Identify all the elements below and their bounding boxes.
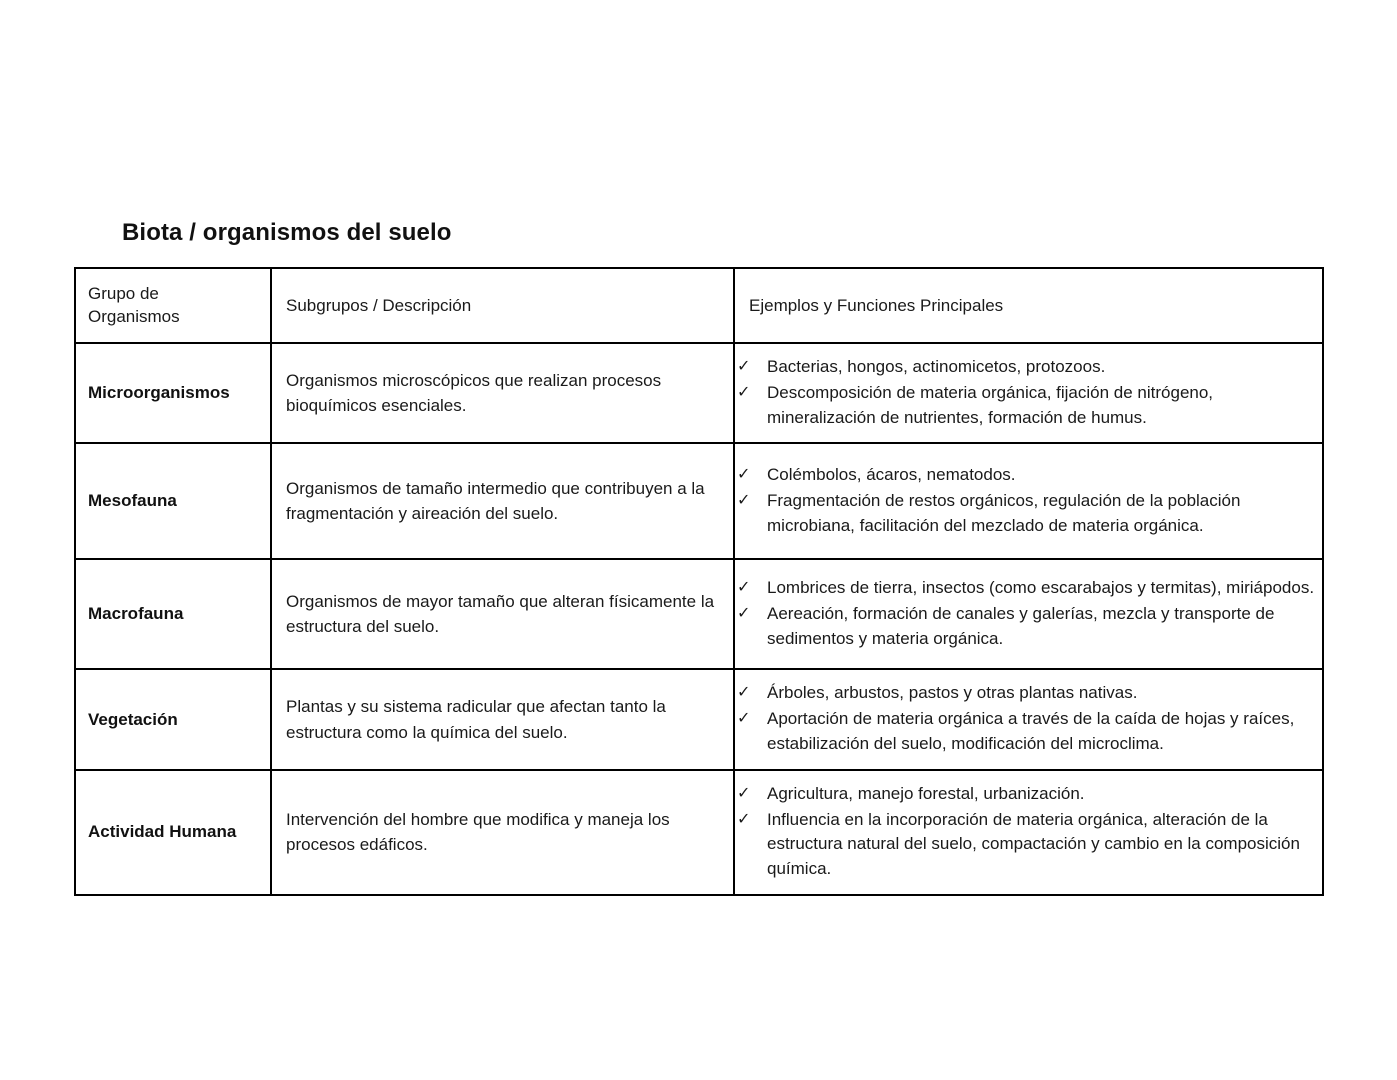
list-item-text: Bacterias, hongos, actinomicetos, protozoos.: [767, 356, 1106, 376]
cell-group: [75, 559, 271, 669]
examples-list: [735, 576, 1322, 651]
list-item-text: Descomposición de materia orgánica, fijación de nitrógeno, mineralización de nutrientes, formación de humus.: [767, 382, 1214, 427]
list-item-text: Lombrices de tierra, insectos (como escarabajos y termitas), miriápodos.: [767, 578, 1315, 598]
cell-description: [271, 343, 734, 443]
check-icon: ✓: [737, 357, 751, 375]
cell-examples: [734, 343, 1323, 443]
group-label: Macrofauna: [88, 604, 184, 624]
examples-list: [735, 463, 1322, 538]
cell-examples: [734, 669, 1323, 769]
table-header-row: [75, 268, 1323, 343]
soil-biota-table: [74, 267, 1324, 896]
check-icon: ✓: [737, 684, 751, 702]
check-icon: ✓: [737, 579, 751, 597]
cell-group: [75, 770, 271, 895]
group-label: Actividad Humana: [88, 822, 237, 842]
list-item: [735, 602, 1322, 652]
list-item-text: Aereación, formación de canales y galerías, mezcla y transporte de sedimentos y materia orgánica.: [767, 603, 1275, 648]
check-icon: ✓: [737, 604, 751, 622]
cell-group: [75, 343, 271, 443]
check-icon: ✓: [737, 784, 751, 802]
list-item: [735, 707, 1322, 757]
cell-description: [271, 669, 734, 769]
header-cell-examples: [734, 268, 1323, 343]
check-icon: ✓: [737, 810, 751, 828]
header-cell-group: [75, 268, 271, 343]
header-group-line2: Organismos: [88, 307, 180, 327]
header-group-line1: Grupo de: [88, 284, 159, 303]
list-item: [735, 681, 1322, 706]
description-text: Organismos microscópicos que realizan procesos bioquímicos esenciales.: [286, 370, 662, 416]
list-item-text: Aportación de materia orgánica a través de la caída de hojas y raíces, estabilización del suelo, modificación del microclima.: [767, 709, 1295, 753]
header-examples-label: Ejemplos y Funciones Principales: [749, 295, 1004, 315]
check-icon: ✓: [737, 383, 751, 401]
list-item: [735, 463, 1322, 488]
list-item: [735, 381, 1322, 431]
table-row: [75, 443, 1323, 559]
list-item: [735, 808, 1322, 882]
examples-list: [735, 782, 1322, 882]
cell-examples: [734, 770, 1323, 895]
check-icon: ✓: [737, 491, 751, 509]
cell-group: [75, 443, 271, 559]
header-cell-description: [271, 268, 734, 343]
cell-examples: [734, 559, 1323, 669]
list-item-text: Fragmentación de restos orgánicos, regulación de la población microbiana, facilitación del mezclado de materia orgánica.: [767, 490, 1241, 535]
list-item: [735, 576, 1322, 601]
cell-description: [271, 559, 734, 669]
list-item-text: Agricultura, manejo forestal, urbanización.: [767, 783, 1085, 803]
group-label: Vegetación: [88, 709, 178, 729]
group-label: Mesofauna: [88, 491, 177, 511]
cell-examples: [734, 443, 1323, 559]
description-text: Intervención del hombre que modifica y maneja los procesos edáficos.: [286, 810, 670, 855]
list-item-text: Árboles, arbustos, pastos y otras plantas nativas.: [767, 683, 1138, 703]
table-row: [75, 770, 1323, 895]
check-icon: ✓: [737, 466, 751, 484]
description-text: Organismos de mayor tamaño que alteran físicamente la estructura del suelo.: [286, 592, 715, 637]
list-item-text: Influencia en la incorporación de materia orgánica, alteración de la estructura natural del suelo, compactación y cambio en la composición química.: [767, 809, 1300, 879]
table-row: [75, 669, 1323, 769]
cell-description: [271, 443, 734, 559]
cell-group: [75, 669, 271, 769]
page-title: Biota / organismos del suelo: [122, 219, 452, 246]
check-icon: ✓: [737, 710, 751, 728]
description-text: Plantas y su sistema radicular que afectan tanto la estructura como la química del suelo.: [286, 697, 666, 742]
header-description-label: Subgrupos / Descripción: [286, 295, 472, 315]
group-label: Microorganismos: [88, 383, 230, 403]
table-row: [75, 343, 1323, 443]
examples-list: [735, 681, 1322, 756]
list-item: [735, 782, 1322, 807]
description-text: Organismos de tamaño intermedio que contribuyen a la fragmentación y aireación del suelo.: [286, 479, 705, 524]
list-item-text: Colémbolos, ácaros, nematodos.: [767, 465, 1016, 485]
list-item: [735, 355, 1322, 380]
list-item: [735, 489, 1322, 539]
examples-list: [735, 355, 1322, 430]
table-row: [75, 559, 1323, 669]
cell-description: [271, 770, 734, 895]
